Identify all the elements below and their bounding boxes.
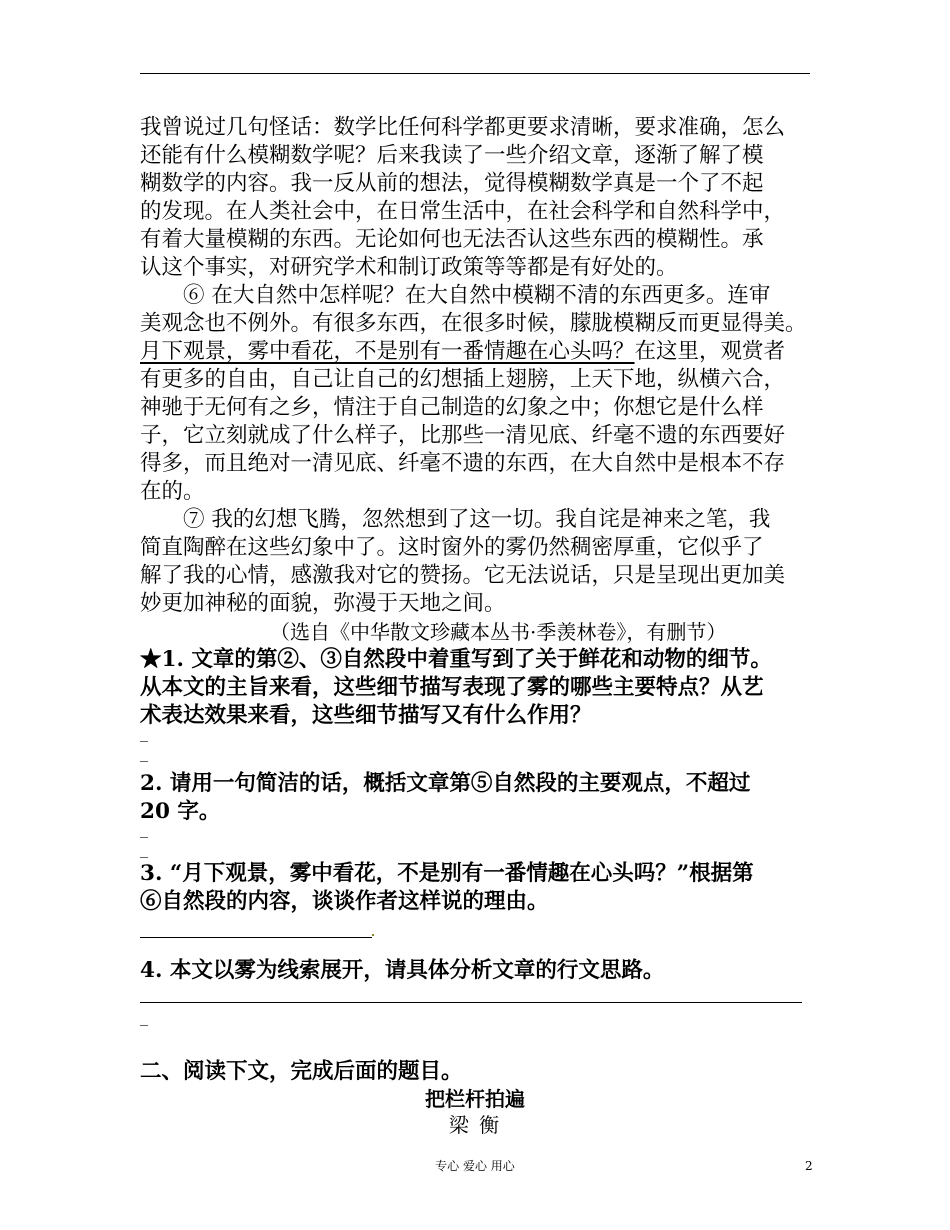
source-note: （选自《中华散文珍藏本丛书·季羡林卷》，有删节） bbox=[270, 620, 727, 644]
text-line: 还能有什么模糊数学呢？后来我读了一些介绍文章，逐渐了解了模 bbox=[140, 143, 764, 168]
paragraph-6-line: 神驰于无何有之乡，情注于自己制造的幻象之中；你想它是什么样 bbox=[140, 395, 764, 420]
article-title: 把栏杆拍遍 bbox=[425, 1087, 525, 1111]
question-1-line: 从本文的主旨来看，这些细节描写表现了雾的哪些主要特点？从艺 bbox=[140, 675, 764, 700]
paragraph-6-line: 在的。 bbox=[140, 479, 205, 504]
paragraph-6-line: 子，它立刻就成了什么样子，比那些一清见底、纤毫不遗的东西要好 bbox=[140, 423, 786, 448]
underlined-quote: 月下观景，雾中看花，不是别有一番情趣在心头吗？ bbox=[140, 339, 635, 364]
paragraph-6-line: 美观念也不例外。有很多东西，在很多时候，朦胧模糊反而更显得美。 bbox=[140, 311, 807, 336]
text-line: 的发现。在人类社会中，在日常生活中，在社会科学和自然科学中， bbox=[140, 199, 786, 224]
article-author: 梁 衡 bbox=[448, 1113, 502, 1137]
answer-dash: _ bbox=[140, 743, 148, 762]
question-2-line: 20 字。 bbox=[140, 799, 221, 824]
answer-dash: _ bbox=[140, 723, 148, 742]
paragraph-7-line: 简直陶醉在这些幻象中了。这时窗外的雾仍然稠密厚重，它似乎了 bbox=[140, 535, 764, 560]
paragraph-7-line: 妙更加神秘的面貌，弥漫于天地之间。 bbox=[140, 591, 506, 616]
footer-motto: 专心 爱心 用心 bbox=[435, 1159, 515, 1173]
answer-line bbox=[140, 937, 372, 938]
answer-dash: _ bbox=[140, 839, 148, 858]
question-1-line: 术表达效果来看，这些细节描写又有什么作用？ bbox=[140, 703, 592, 728]
header-rule bbox=[140, 73, 810, 74]
answer-dash: _ bbox=[140, 819, 148, 838]
paragraph-6-line: ⑥ 在大自然中怎样呢？在大自然中模糊不清的东西更多。连审 bbox=[183, 283, 771, 308]
text-line: 糊数学的内容。我一反从前的想法，觉得模糊数学真是一个了不起 bbox=[140, 171, 764, 196]
question-1-line: ★1. 文章的第②、③自然段中着重写到了关于鲜花和动物的细节。 bbox=[140, 647, 772, 672]
line-rest: 在这里，观赏者 bbox=[634, 339, 786, 364]
paragraph-6-line: 得多，而且绝对一清见底、纤毫不遗的东西，在大自然中是根本不存 bbox=[140, 451, 786, 476]
page-number: 2 bbox=[805, 1159, 813, 1173]
text-line: 我曾说过几句怪话：数学比任何科学都更要求清晰，要求准确，怎么 bbox=[140, 115, 786, 140]
question-4-line: 4. 本文以雾为线索展开，请具体分析文章的行文思路。 bbox=[140, 958, 665, 983]
section-heading: 二、阅读下文，完成后面的题目。 bbox=[140, 1059, 463, 1084]
question-2-line: 2. 请用一句简洁的话，概括文章第⑤自然段的主要观点，不超过 bbox=[140, 771, 751, 796]
text-line: 有着大量模糊的东西。无论如何也无法否认这些东西的模糊性。承 bbox=[140, 227, 764, 252]
paragraph-7-line: 解了我的心情，感激我对它的赞扬。它无法说话，只是呈现出更加美 bbox=[140, 563, 786, 588]
question-3-line: ⑥自然段的内容，谈谈作者这样说的理由。 bbox=[140, 889, 549, 914]
paragraph-6-line: 有更多的自由，自己让自己的幻想插上翅膀，上天下地，纵横六合， bbox=[140, 367, 786, 392]
text-line: 认这个事实，对研究学术和制订政策等等都是有好处的。 bbox=[140, 255, 678, 280]
answer-line-mark bbox=[372, 934, 374, 936]
answer-dash: _ bbox=[140, 1007, 148, 1026]
paragraph-7-line: ⑦ 我的幻想飞腾，忽然想到了这一切。我自诧是神来之笔，我 bbox=[183, 507, 771, 532]
paragraph-6-line bbox=[140, 338, 785, 366]
answer-line bbox=[140, 1002, 802, 1003]
question-3-line: 3. “月下观景，雾中看花，不是别有一番情趣在心头吗？”根据第 bbox=[140, 861, 754, 886]
